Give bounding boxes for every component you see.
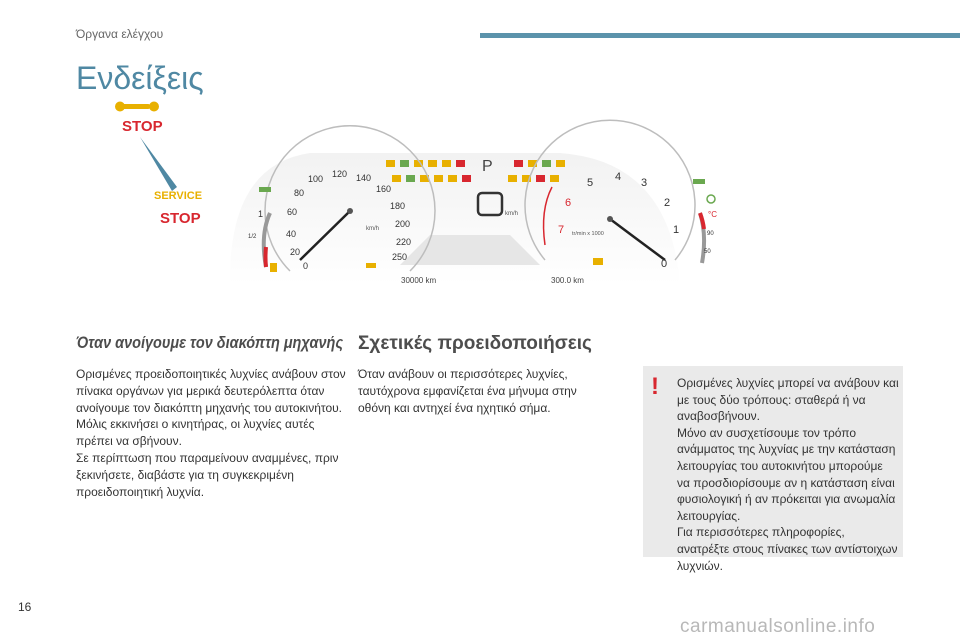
rpm-tick-4: 4 (615, 171, 622, 183)
speed-tick-140: 140 (356, 173, 372, 183)
instrument-panel-illustration (110, 95, 750, 305)
speed-tick-40: 40 (286, 229, 297, 239)
rpm-tick-7: 7 (558, 224, 565, 236)
speed-tick-220: 220 (396, 237, 412, 247)
temp-high: 90 (707, 231, 714, 237)
warning-text (677, 375, 899, 574)
page-number: 16 (18, 600, 32, 614)
left-paragraph-3: Σε περίπτωση που παραμείνουν αναμμένες, πριν ξεκινήσετε, διαβάστε για τη συγκεκριμένη προειδοποιητική λυχνία. (76, 450, 339, 499)
speed-tick-100: 100 (308, 174, 324, 184)
temp-unit: °C (708, 210, 717, 219)
rpm-tick-1: 1 (673, 224, 680, 236)
middle-column-text (358, 366, 608, 416)
speed-tick-80: 80 (294, 188, 305, 198)
digital-speed-unit: km/h (505, 211, 519, 217)
warning-paragraph-2: Μόνο αν συσχετίσουμε τον τρόπο ανάμματος της λυχνίας με την κατάσταση λειτουργίας του αυτοκινήτου μπορούμε να προσδιορίσουμε αν η κατάσταση είναι φυσιολογική ή αν πρόκειται για ανωμαλία λειτουργίας. (677, 425, 896, 523)
callout-arrow-top (140, 137, 177, 191)
fuel-pump-icon (270, 263, 277, 272)
service-label: SERVICE (154, 190, 203, 202)
temp-low: 50 (704, 249, 711, 255)
watermark: carmanualsonline.info (680, 616, 876, 637)
indicator-left-icon (259, 187, 271, 192)
left-column-heading: Όταν ανοίγουμε τον διακόπτη μηχανής (76, 333, 344, 352)
amber-lamp-bottom-right (593, 258, 603, 265)
header-bar (480, 33, 960, 38)
rpm-tick-5: 5 (587, 177, 594, 189)
speed-unit: km/h (366, 226, 380, 232)
speed-tick-20: 20 (290, 247, 301, 257)
section-label: Όργανα ελέγχου (76, 27, 164, 41)
rpm-tick-0: 0 (661, 258, 668, 270)
speed-tick-120: 120 (332, 169, 348, 179)
exclamation-icon: ! (651, 373, 659, 400)
trip-meter: 300.0 km (551, 276, 584, 285)
indicator-right-icon (693, 179, 705, 184)
speed-tick-200: 200 (395, 219, 411, 229)
warning-paragraph-3: Για περισσότερες πληροφορίες, ανατρέξτε στους πίνακες των αντίστοιχων λυχνιών. (677, 525, 898, 573)
rpm-tick-6: 6 (565, 197, 572, 209)
left-column-text (76, 366, 346, 500)
gear-indicator: P (482, 158, 493, 175)
wrench-icon (115, 102, 159, 112)
odometer: 30000 km (401, 276, 437, 285)
rpm-tick-2: 2 (664, 197, 671, 209)
stop-label-bottom: STOP (160, 210, 201, 227)
speed-tick-0: 0 (303, 261, 309, 271)
page-title: Ενδείξεις (76, 60, 204, 96)
speed-tick-160: 160 (376, 184, 392, 194)
speed-tick-60: 60 (287, 207, 298, 217)
left-paragraph-2: Μόλις εκκινήσει ο κινητήρας, οι λυχνίες αυτές πρέπει να σβήνουν. (76, 417, 315, 449)
fuel-half: 1/2 (248, 234, 257, 240)
rpm-unit: tr/min x 1000 (572, 231, 604, 237)
amber-lamp-bottom-left (366, 263, 376, 268)
stop-label-top: STOP (122, 118, 163, 135)
speed-tick-250: 250 (392, 252, 408, 262)
left-paragraph-1: Ορισμένες προειδοποιητικές λυχνίες ανάβουν στον πίνακα οργάνων για μερικά δευτερόλεπτα όταν ανοίγουμε τον διακόπτη μηχανής του αυτοκινήτου. (76, 367, 346, 415)
green-lamp-right (707, 195, 715, 203)
middle-column-heading: Σχετικές προειδοποιήσεις (358, 333, 592, 354)
rpm-tick-3: 3 (641, 177, 648, 189)
warning-paragraph-1: Ορισμένες λυχνίες μπορεί να ανάβουν και με τους δύο τρόπους: σταθερά ή να αναβοσβήνουν. (677, 376, 899, 424)
temperature-gauge (693, 179, 717, 263)
warning-box (643, 366, 903, 573)
fuel-full: 1 (258, 209, 264, 219)
speed-tick-180: 180 (390, 201, 406, 211)
middle-paragraph-1: Όταν ανάβουν οι περισσότερες λυχνίες, ταυτόχρονα εμφανίζεται ένα μήνυμα στην οθόνη και αντηχεί ένα ηχητικό σήμα. (358, 367, 577, 415)
